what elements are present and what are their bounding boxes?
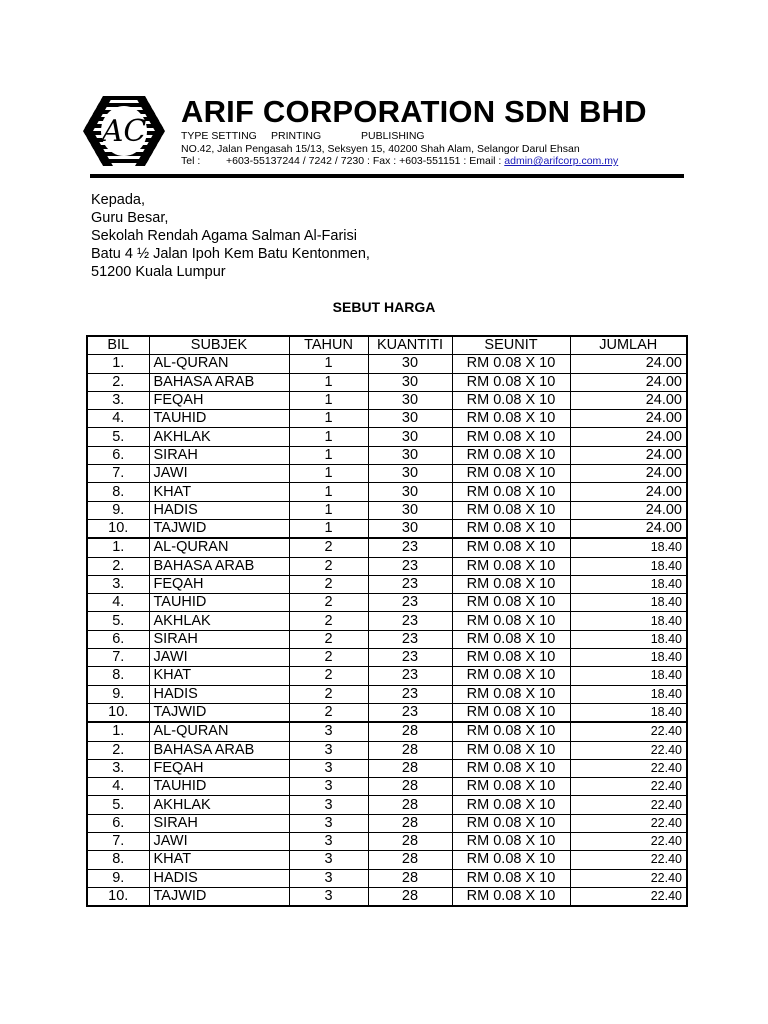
cell-seunit: RM 0.08 X 10 — [452, 667, 570, 685]
cell-bil: 7. — [87, 833, 149, 851]
cell-kuantiti: 23 — [368, 630, 452, 648]
table-row — [87, 649, 687, 667]
cell-jumlah: 22.40 — [570, 887, 687, 906]
cell-seunit: RM 0.08 X 10 — [452, 612, 570, 630]
cell-seunit: RM 0.08 X 10 — [452, 869, 570, 887]
table-row — [87, 410, 687, 428]
company-name: ARIF CORPORATION SDN BHD — [181, 94, 647, 129]
cell-subjek: AL-QURAN — [149, 538, 289, 557]
cell-seunit: RM 0.08 X 10 — [452, 814, 570, 832]
cell-seunit: RM 0.08 X 10 — [452, 391, 570, 409]
company-logo — [83, 96, 165, 166]
cell-subjek: FEQAH — [149, 759, 289, 777]
cell-kuantiti: 28 — [368, 887, 452, 906]
cell-kuantiti: 28 — [368, 851, 452, 869]
email-link[interactable]: admin@arifcorp.com.my — [504, 155, 619, 167]
company-services — [181, 130, 425, 143]
cell-seunit: RM 0.08 X 10 — [452, 833, 570, 851]
table-row — [87, 519, 687, 538]
cell-jumlah: 24.00 — [570, 428, 687, 446]
header-jumlah: JUMLAH — [570, 336, 687, 355]
cell-jumlah: 24.00 — [570, 465, 687, 483]
cell-jumlah: 24.00 — [570, 391, 687, 409]
cell-kuantiti: 28 — [368, 778, 452, 796]
cell-subjek: TAJWID — [149, 887, 289, 906]
cell-seunit: RM 0.08 X 10 — [452, 722, 570, 741]
cell-subjek: BAHASA ARAB — [149, 373, 289, 391]
cell-bil: 2. — [87, 557, 149, 575]
service-type-setting: TYPE SETTING — [181, 130, 257, 142]
cell-tahun: 3 — [289, 887, 368, 906]
cell-subjek: BAHASA ARAB — [149, 741, 289, 759]
cell-jumlah: 18.40 — [570, 667, 687, 685]
cell-subjek: FEQAH — [149, 575, 289, 593]
recipient-line: 51200 Kuala Lumpur — [91, 264, 226, 280]
table-row — [87, 741, 687, 759]
cell-jumlah: 24.00 — [570, 373, 687, 391]
cell-bil: 10. — [87, 887, 149, 906]
cell-tahun: 1 — [289, 373, 368, 391]
table-body — [87, 355, 687, 906]
recipient-line: Sekolah Rendah Agama Salman Al-Farisi — [91, 228, 357, 244]
cell-tahun: 3 — [289, 741, 368, 759]
cell-jumlah: 24.00 — [570, 410, 687, 428]
cell-jumlah: 22.40 — [570, 759, 687, 777]
cell-bil: 8. — [87, 851, 149, 869]
cell-jumlah: 18.40 — [570, 649, 687, 667]
cell-tahun: 1 — [289, 465, 368, 483]
cell-jumlah: 18.40 — [570, 557, 687, 575]
cell-seunit: RM 0.08 X 10 — [452, 778, 570, 796]
cell-seunit: RM 0.08 X 10 — [452, 630, 570, 648]
cell-jumlah: 18.40 — [570, 703, 687, 722]
recipient-line: Batu 4 ½ Jalan Ipoh Kem Batu Kentonmen, — [91, 246, 370, 262]
cell-bil: 5. — [87, 612, 149, 630]
company-address: NO.42, Jalan Pengasah 15/13, Seksyen 15, 40200 Shah Alam, Selangor Darul Ehsan — [181, 143, 580, 155]
cell-seunit: RM 0.08 X 10 — [452, 483, 570, 501]
cell-jumlah: 24.00 — [570, 446, 687, 464]
cell-seunit: RM 0.08 X 10 — [452, 685, 570, 703]
cell-bil: 7. — [87, 649, 149, 667]
tel-label: Tel : — [181, 155, 201, 167]
quotation-table — [86, 335, 688, 907]
cell-kuantiti: 30 — [368, 446, 452, 464]
cell-tahun: 1 — [289, 483, 368, 501]
table-row — [87, 465, 687, 483]
table-row — [87, 538, 687, 557]
cell-kuantiti: 23 — [368, 612, 452, 630]
cell-seunit: RM 0.08 X 10 — [452, 373, 570, 391]
cell-kuantiti: 30 — [368, 483, 452, 501]
cell-kuantiti: 30 — [368, 501, 452, 519]
cell-seunit: RM 0.08 X 10 — [452, 557, 570, 575]
cell-bil: 9. — [87, 869, 149, 887]
cell-bil: 2. — [87, 741, 149, 759]
cell-kuantiti: 28 — [368, 814, 452, 832]
cell-bil: 10. — [87, 703, 149, 722]
cell-kuantiti: 30 — [368, 355, 452, 373]
cell-tahun: 3 — [289, 778, 368, 796]
cell-tahun: 2 — [289, 575, 368, 593]
cell-bil: 5. — [87, 428, 149, 446]
cell-kuantiti: 28 — [368, 722, 452, 741]
table-row — [87, 501, 687, 519]
cell-tahun: 2 — [289, 630, 368, 648]
recipient-line: Kepada, — [91, 192, 146, 208]
table-row — [87, 630, 687, 648]
cell-tahun: 2 — [289, 685, 368, 703]
company-contact — [181, 155, 618, 168]
table-row — [87, 685, 687, 703]
cell-bil: 2. — [87, 373, 149, 391]
cell-kuantiti: 23 — [368, 557, 452, 575]
cell-bil: 1. — [87, 538, 149, 557]
cell-bil: 9. — [87, 685, 149, 703]
cell-kuantiti: 28 — [368, 796, 452, 814]
table-row — [87, 373, 687, 391]
cell-seunit: RM 0.08 X 10 — [452, 759, 570, 777]
cell-subjek: SIRAH — [149, 630, 289, 648]
cell-jumlah: 22.40 — [570, 741, 687, 759]
cell-tahun: 3 — [289, 759, 368, 777]
cell-seunit: RM 0.08 X 10 — [452, 887, 570, 906]
table-row — [87, 796, 687, 814]
cell-kuantiti: 30 — [368, 428, 452, 446]
cell-jumlah: 22.40 — [570, 869, 687, 887]
cell-jumlah: 24.00 — [570, 519, 687, 538]
cell-seunit: RM 0.08 X 10 — [452, 410, 570, 428]
cell-subjek: TAUHID — [149, 410, 289, 428]
cell-subjek: JAWI — [149, 465, 289, 483]
cell-subjek: BAHASA ARAB — [149, 557, 289, 575]
cell-kuantiti: 23 — [368, 594, 452, 612]
cell-bil: 8. — [87, 667, 149, 685]
cell-bil: 1. — [87, 355, 149, 373]
cell-tahun: 2 — [289, 538, 368, 557]
cell-tahun: 2 — [289, 557, 368, 575]
header-divider — [90, 174, 684, 178]
cell-jumlah: 24.00 — [570, 355, 687, 373]
cell-bil: 9. — [87, 501, 149, 519]
cell-subjek: AKHLAK — [149, 428, 289, 446]
table-row — [87, 667, 687, 685]
header-kuantiti: KUANTITI — [368, 336, 452, 355]
cell-seunit: RM 0.08 X 10 — [452, 428, 570, 446]
cell-bil: 6. — [87, 446, 149, 464]
cell-tahun: 1 — [289, 410, 368, 428]
cell-seunit: RM 0.08 X 10 — [452, 649, 570, 667]
cell-jumlah: 18.40 — [570, 575, 687, 593]
cell-kuantiti: 28 — [368, 869, 452, 887]
cell-subjek: KHAT — [149, 851, 289, 869]
table-row — [87, 814, 687, 832]
cell-tahun: 2 — [289, 594, 368, 612]
header-bil: BIL — [87, 336, 149, 355]
cell-seunit: RM 0.08 X 10 — [452, 446, 570, 464]
table-row — [87, 355, 687, 373]
cell-jumlah: 24.00 — [570, 483, 687, 501]
cell-subjek: AKHLAK — [149, 796, 289, 814]
cell-kuantiti: 30 — [368, 391, 452, 409]
cell-tahun: 3 — [289, 796, 368, 814]
cell-jumlah: 22.40 — [570, 778, 687, 796]
table-header-row — [87, 336, 687, 355]
cell-tahun: 1 — [289, 501, 368, 519]
cell-seunit: RM 0.08 X 10 — [452, 575, 570, 593]
cell-seunit: RM 0.08 X 10 — [452, 519, 570, 538]
table-row — [87, 722, 687, 741]
cell-jumlah: 22.40 — [570, 722, 687, 741]
table-row — [87, 703, 687, 722]
cell-jumlah: 18.40 — [570, 594, 687, 612]
cell-jumlah: 18.40 — [570, 630, 687, 648]
cell-subjek: JAWI — [149, 833, 289, 851]
table-row — [87, 446, 687, 464]
cell-subjek: KHAT — [149, 667, 289, 685]
cell-kuantiti: 30 — [368, 465, 452, 483]
cell-jumlah: 22.40 — [570, 814, 687, 832]
cell-seunit: RM 0.08 X 10 — [452, 465, 570, 483]
cell-subjek: FEQAH — [149, 391, 289, 409]
header-seunit: SEUNIT — [452, 336, 570, 355]
table-row — [87, 778, 687, 796]
table-row — [87, 557, 687, 575]
cell-tahun: 1 — [289, 446, 368, 464]
table-row — [87, 833, 687, 851]
recipient-address — [91, 191, 370, 281]
cell-subjek: TAUHID — [149, 594, 289, 612]
company-logo-mark — [83, 96, 165, 166]
table-row — [87, 594, 687, 612]
service-printing: PRINTING — [271, 130, 322, 142]
cell-bil: 6. — [87, 814, 149, 832]
cell-bil: 3. — [87, 575, 149, 593]
table-row — [87, 391, 687, 409]
cell-bil: 7. — [87, 465, 149, 483]
logo-initials: AC — [101, 114, 147, 149]
cell-bil: 3. — [87, 759, 149, 777]
cell-kuantiti: 23 — [368, 538, 452, 557]
cell-subjek: SIRAH — [149, 814, 289, 832]
cell-tahun: 2 — [289, 612, 368, 630]
cell-kuantiti: 30 — [368, 410, 452, 428]
cell-subjek: HADIS — [149, 869, 289, 887]
cell-kuantiti: 30 — [368, 519, 452, 538]
cell-seunit: RM 0.08 X 10 — [452, 796, 570, 814]
cell-seunit: RM 0.08 X 10 — [452, 741, 570, 759]
cell-subjek: JAWI — [149, 649, 289, 667]
cell-bil: 8. — [87, 483, 149, 501]
cell-subjek: HADIS — [149, 501, 289, 519]
cell-subjek: TAJWID — [149, 703, 289, 722]
cell-subjek: TAJWID — [149, 519, 289, 538]
cell-kuantiti: 28 — [368, 759, 452, 777]
table-row — [87, 869, 687, 887]
header-tahun: TAHUN — [289, 336, 368, 355]
cell-bil: 5. — [87, 796, 149, 814]
cell-jumlah: 22.40 — [570, 851, 687, 869]
cell-kuantiti: 23 — [368, 685, 452, 703]
cell-kuantiti: 23 — [368, 575, 452, 593]
cell-tahun: 2 — [289, 703, 368, 722]
cell-seunit: RM 0.08 X 10 — [452, 355, 570, 373]
cell-tahun: 2 — [289, 649, 368, 667]
service-publishing: PUBLISHING — [361, 130, 425, 142]
cell-tahun: 1 — [289, 428, 368, 446]
table-row — [87, 851, 687, 869]
cell-subjek: AL-QURAN — [149, 355, 289, 373]
cell-kuantiti: 23 — [368, 667, 452, 685]
cell-bil: 4. — [87, 410, 149, 428]
cell-kuantiti: 30 — [368, 373, 452, 391]
cell-seunit: RM 0.08 X 10 — [452, 594, 570, 612]
cell-tahun: 2 — [289, 667, 368, 685]
cell-seunit: RM 0.08 X 10 — [452, 703, 570, 722]
cell-tahun: 1 — [289, 391, 368, 409]
table-row — [87, 428, 687, 446]
cell-kuantiti: 28 — [368, 833, 452, 851]
cell-jumlah: 22.40 — [570, 796, 687, 814]
cell-bil: 3. — [87, 391, 149, 409]
cell-tahun: 1 — [289, 519, 368, 538]
contact-numbers: +603-55137244 / 7242 / 7230 : Fax : +603-551151 : Email : — [226, 155, 505, 167]
cell-kuantiti: 23 — [368, 703, 452, 722]
cell-kuantiti: 28 — [368, 741, 452, 759]
cell-jumlah: 18.40 — [570, 538, 687, 557]
header-subjek: SUBJEK — [149, 336, 289, 355]
cell-tahun: 3 — [289, 851, 368, 869]
cell-jumlah: 22.40 — [570, 833, 687, 851]
cell-tahun: 3 — [289, 833, 368, 851]
cell-seunit: RM 0.08 X 10 — [452, 501, 570, 519]
cell-subjek: HADIS — [149, 685, 289, 703]
cell-tahun: 3 — [289, 869, 368, 887]
cell-tahun: 1 — [289, 355, 368, 373]
cell-subjek: AKHLAK — [149, 612, 289, 630]
cell-jumlah: 18.40 — [570, 685, 687, 703]
cell-bil: 1. — [87, 722, 149, 741]
cell-subjek: SIRAH — [149, 446, 289, 464]
table-row — [87, 759, 687, 777]
cell-subjek: KHAT — [149, 483, 289, 501]
cell-kuantiti: 23 — [368, 649, 452, 667]
cell-bil: 4. — [87, 778, 149, 796]
cell-subjek: TAUHID — [149, 778, 289, 796]
table-row — [87, 612, 687, 630]
cell-bil: 10. — [87, 519, 149, 538]
document-title: SEBUT HARGA — [332, 299, 436, 315]
cell-jumlah: 18.40 — [570, 612, 687, 630]
table-row — [87, 483, 687, 501]
cell-tahun: 3 — [289, 722, 368, 741]
cell-seunit: RM 0.08 X 10 — [452, 851, 570, 869]
cell-bil: 4. — [87, 594, 149, 612]
table-row — [87, 887, 687, 906]
table-row — [87, 575, 687, 593]
cell-jumlah: 24.00 — [570, 501, 687, 519]
cell-subjek: AL-QURAN — [149, 722, 289, 741]
recipient-line: Guru Besar, — [91, 210, 169, 226]
cell-seunit: RM 0.08 X 10 — [452, 538, 570, 557]
cell-bil: 6. — [87, 630, 149, 648]
cell-tahun: 3 — [289, 814, 368, 832]
